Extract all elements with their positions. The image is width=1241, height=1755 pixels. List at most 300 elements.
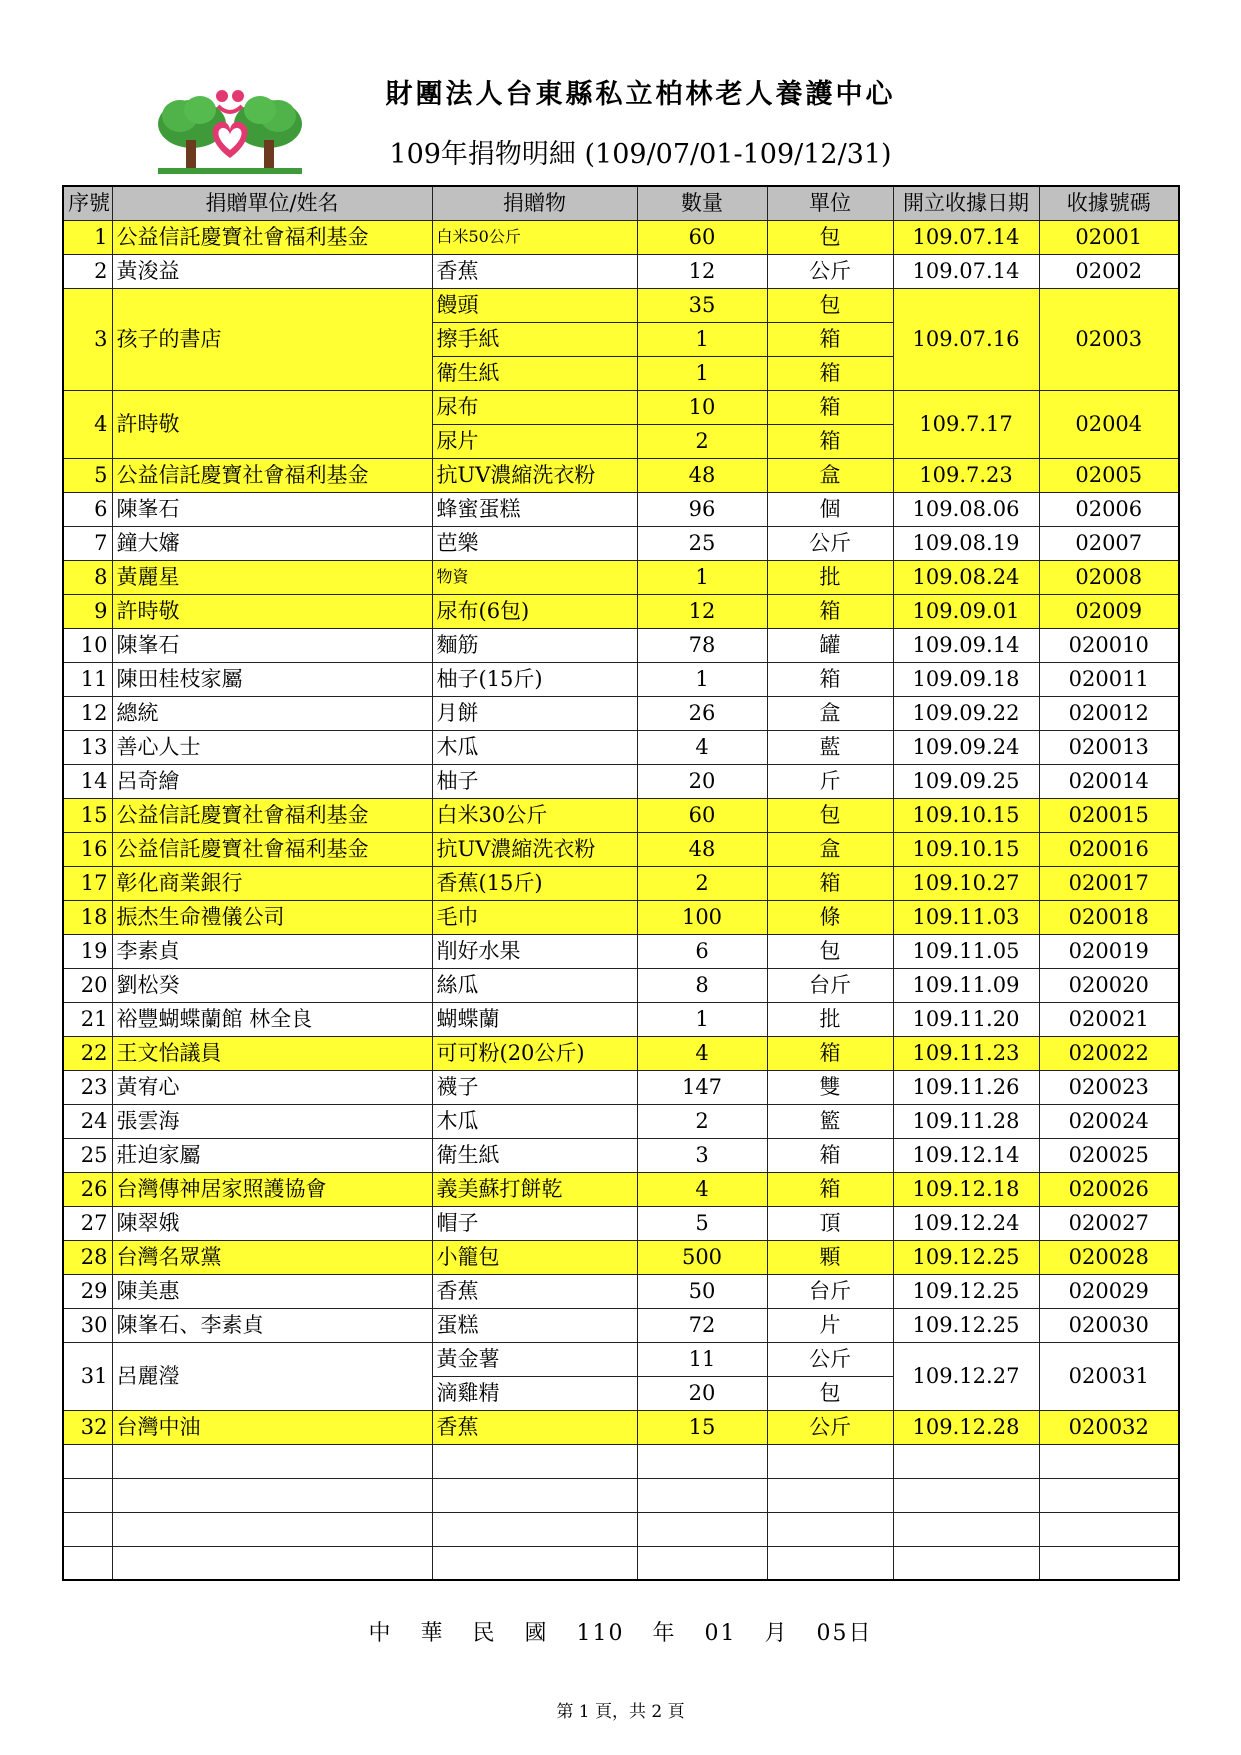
- cell-date: 109.11.23: [893, 1036, 1039, 1070]
- cell-no: 21: [63, 1002, 112, 1036]
- cell-item: 尿布(6包): [432, 594, 637, 628]
- cell-receipt: 020031: [1039, 1342, 1179, 1410]
- cell-item: 衛生紙: [432, 1138, 637, 1172]
- cell-qty: 20: [637, 764, 767, 798]
- cell-date: 109.07.14: [893, 220, 1039, 254]
- table-row: [63, 458, 1179, 492]
- cell-item: 柚子(15斤): [432, 662, 637, 696]
- cell-item: 尿布: [432, 390, 637, 424]
- cell-no: 22: [63, 1036, 112, 1070]
- column-header: 單位: [767, 186, 893, 220]
- cell-item: 香蕉: [432, 254, 637, 288]
- cell-date: 109.10.15: [893, 832, 1039, 866]
- column-header: 開立收據日期: [893, 186, 1039, 220]
- cell-item: 滴雞精: [432, 1376, 637, 1410]
- table-row: [63, 492, 1179, 526]
- cell-item: 削好水果: [432, 934, 637, 968]
- cell-qty: 48: [637, 458, 767, 492]
- cell-item: 麵筋: [432, 628, 637, 662]
- cell-receipt: 020022: [1039, 1036, 1179, 1070]
- table-row: [63, 1172, 1179, 1206]
- cell-unit: 包: [767, 798, 893, 832]
- cell-unit: 頂: [767, 1206, 893, 1240]
- cell-receipt: 02008: [1039, 560, 1179, 594]
- column-header: 數量: [637, 186, 767, 220]
- cell-donor: 鐘大嬸: [112, 526, 432, 560]
- table-row: [63, 390, 1179, 424]
- cell-date: 109.11.09: [893, 968, 1039, 1002]
- cell-date: 109.08.24: [893, 560, 1039, 594]
- cell-unit: 籃: [767, 1104, 893, 1138]
- cell-donor: 陳田桂枝家屬: [112, 662, 432, 696]
- cell-qty: 96: [637, 492, 767, 526]
- cell-unit: 箱: [767, 594, 893, 628]
- cell-donor: 陳翠娥: [112, 1206, 432, 1240]
- cell-qty: 8: [637, 968, 767, 1002]
- cell-unit: 批: [767, 1002, 893, 1036]
- cell-unit: 箱: [767, 1036, 893, 1070]
- cell-no: 18: [63, 900, 112, 934]
- table-row: [63, 1206, 1179, 1240]
- column-header: 收據號碼: [1039, 186, 1179, 220]
- cell-unit: 盒: [767, 458, 893, 492]
- cell-receipt: 020032: [1039, 1410, 1179, 1444]
- cell-no: 2: [63, 254, 112, 288]
- cell-donor: 台灣中油: [112, 1410, 432, 1444]
- cell-item: 白米30公斤: [432, 798, 637, 832]
- cell-item: 小籠包: [432, 1240, 637, 1274]
- cell-donor: 黃宥心: [112, 1070, 432, 1104]
- cell-receipt: 02004: [1039, 390, 1179, 458]
- cell-qty: 4: [637, 1172, 767, 1206]
- cell-item: 蜂蜜蛋糕: [432, 492, 637, 526]
- footer-date-part: 華: [420, 1621, 445, 1646]
- cell-receipt: 02003: [1039, 288, 1179, 390]
- cell-donor: 呂奇繪: [112, 764, 432, 798]
- cell-receipt: 02002: [1039, 254, 1179, 288]
- footer-date-part: 年: [652, 1621, 677, 1646]
- cell-donor: 陳美惠: [112, 1274, 432, 1308]
- cell-donor: 張雲海: [112, 1104, 432, 1138]
- table-row: [63, 1274, 1179, 1308]
- cell-receipt: 020023: [1039, 1070, 1179, 1104]
- cell-donor: 公益信託慶寶社會福利基金: [112, 832, 432, 866]
- cell-unit: 箱: [767, 322, 893, 356]
- cell-qty: 1: [637, 356, 767, 390]
- cell-date: 109.09.25: [893, 764, 1039, 798]
- empty-cell: [432, 1512, 637, 1546]
- table-row: [63, 662, 1179, 696]
- footer-date-part: 05日: [816, 1621, 873, 1646]
- cell-date: 109.12.28: [893, 1410, 1039, 1444]
- cell-item: 抗UV濃縮洗衣粉: [432, 458, 637, 492]
- cell-receipt: 020015: [1039, 798, 1179, 832]
- cell-item: 月餅: [432, 696, 637, 730]
- cell-donor: 黃麗星: [112, 560, 432, 594]
- cell-no: 13: [63, 730, 112, 764]
- cell-qty: 3: [637, 1138, 767, 1172]
- cell-donor: 黃浚益: [112, 254, 432, 288]
- cell-item: 芭樂: [432, 526, 637, 560]
- cell-unit: 包: [767, 1376, 893, 1410]
- cell-qty: 26: [637, 696, 767, 730]
- cell-no: 8: [63, 560, 112, 594]
- cell-receipt: 02009: [1039, 594, 1179, 628]
- cell-no: 11: [63, 662, 112, 696]
- empty-cell: [432, 1444, 637, 1478]
- cell-date: 109.09.14: [893, 628, 1039, 662]
- cell-unit: 包: [767, 220, 893, 254]
- empty-cell: [893, 1444, 1039, 1478]
- cell-date: 109.09.01: [893, 594, 1039, 628]
- cell-no: 30: [63, 1308, 112, 1342]
- cell-no: 12: [63, 696, 112, 730]
- cell-qty: 60: [637, 798, 767, 832]
- cell-date: 109.12.25: [893, 1240, 1039, 1274]
- empty-row: [63, 1478, 1179, 1512]
- cell-no: 5: [63, 458, 112, 492]
- cell-receipt: 020012: [1039, 696, 1179, 730]
- table-row: [63, 628, 1179, 662]
- cell-date: 109.11.26: [893, 1070, 1039, 1104]
- cell-donor: 陳峯石: [112, 492, 432, 526]
- cell-unit: 箱: [767, 662, 893, 696]
- cell-no: 1: [63, 220, 112, 254]
- cell-no: 25: [63, 1138, 112, 1172]
- cell-receipt: 020019: [1039, 934, 1179, 968]
- cell-qty: 78: [637, 628, 767, 662]
- cell-receipt: 02007: [1039, 526, 1179, 560]
- cell-donor: 台灣名眾黨: [112, 1240, 432, 1274]
- empty-cell: [767, 1512, 893, 1546]
- cell-date: 109.7.23: [893, 458, 1039, 492]
- empty-row: [63, 1444, 1179, 1478]
- column-header: 序號: [63, 186, 112, 220]
- cell-no: 17: [63, 866, 112, 900]
- cell-item: 柚子: [432, 764, 637, 798]
- cell-unit: 藍: [767, 730, 893, 764]
- cell-item: 義美蘇打餅乾: [432, 1172, 637, 1206]
- cell-unit: 箱: [767, 424, 893, 458]
- cell-receipt: 020029: [1039, 1274, 1179, 1308]
- table-row: [63, 832, 1179, 866]
- cell-date: 109.10.15: [893, 798, 1039, 832]
- footer-date-part: 中: [368, 1621, 393, 1646]
- cell-qty: 147: [637, 1070, 767, 1104]
- cell-unit: 片: [767, 1308, 893, 1342]
- cell-donor: 公益信託慶寶社會福利基金: [112, 220, 432, 254]
- empty-cell: [893, 1512, 1039, 1546]
- cell-qty: 20: [637, 1376, 767, 1410]
- cell-no: 24: [63, 1104, 112, 1138]
- cell-unit: 箱: [767, 390, 893, 424]
- cell-donor: 王文怡議員: [112, 1036, 432, 1070]
- cell-unit: 公斤: [767, 1342, 893, 1376]
- table-row: [63, 866, 1179, 900]
- cell-item: 香蕉: [432, 1274, 637, 1308]
- column-header: 捐贈物: [432, 186, 637, 220]
- cell-qty: 500: [637, 1240, 767, 1274]
- empty-cell: [767, 1546, 893, 1580]
- empty-cell: [1039, 1546, 1179, 1580]
- cell-donor: 善心人士: [112, 730, 432, 764]
- table-row: [63, 1410, 1179, 1444]
- cell-no: 10: [63, 628, 112, 662]
- cell-donor: 公益信託慶寶社會福利基金: [112, 458, 432, 492]
- cell-date: 109.08.19: [893, 526, 1039, 560]
- cell-unit: 斤: [767, 764, 893, 798]
- cell-receipt: 020018: [1039, 900, 1179, 934]
- table-row: [63, 1308, 1179, 1342]
- cell-qty: 60: [637, 220, 767, 254]
- cell-item: 香蕉: [432, 1410, 637, 1444]
- cell-donor: 劉松癸: [112, 968, 432, 1002]
- cell-no: 9: [63, 594, 112, 628]
- cell-qty: 25: [637, 526, 767, 560]
- cell-qty: 15: [637, 1410, 767, 1444]
- empty-cell: [63, 1478, 112, 1512]
- cell-donor: 振杰生命禮儀公司: [112, 900, 432, 934]
- table-row: [63, 968, 1179, 1002]
- cell-date: 109.07.14: [893, 254, 1039, 288]
- table-row: [63, 526, 1179, 560]
- footer-date-part: 月: [764, 1621, 789, 1646]
- cell-qty: 50: [637, 1274, 767, 1308]
- cell-receipt: 020014: [1039, 764, 1179, 798]
- empty-cell: [893, 1546, 1039, 1580]
- cell-item: 襪子: [432, 1070, 637, 1104]
- cell-no: 32: [63, 1410, 112, 1444]
- cell-qty: 6: [637, 934, 767, 968]
- cell-date: 109.09.18: [893, 662, 1039, 696]
- cell-item: 蛋糕: [432, 1308, 637, 1342]
- table-row: [63, 220, 1179, 254]
- cell-donor: 李素貞: [112, 934, 432, 968]
- footer-date-part: 國: [524, 1621, 549, 1646]
- cell-unit: 公斤: [767, 254, 893, 288]
- cell-date: 109.10.27: [893, 866, 1039, 900]
- cell-no: 14: [63, 764, 112, 798]
- cell-unit: 罐: [767, 628, 893, 662]
- cell-donor: 台灣傳神居家照護協會: [112, 1172, 432, 1206]
- cell-date: 109.11.20: [893, 1002, 1039, 1036]
- cell-receipt: 020028: [1039, 1240, 1179, 1274]
- cell-receipt: 020021: [1039, 1002, 1179, 1036]
- cell-receipt: 02005: [1039, 458, 1179, 492]
- cell-receipt: 020025: [1039, 1138, 1179, 1172]
- cell-unit: 條: [767, 900, 893, 934]
- empty-cell: [1039, 1478, 1179, 1512]
- doc-title: 109年捐物明細 (109/07/01-109/12/31): [389, 139, 892, 170]
- cell-date: 109.12.27: [893, 1342, 1039, 1410]
- cell-item: 可可粉(20公斤): [432, 1036, 637, 1070]
- cell-qty: 12: [637, 594, 767, 628]
- footer-date-part: 民: [472, 1621, 497, 1646]
- cell-receipt: 020026: [1039, 1172, 1179, 1206]
- cell-qty: 35: [637, 288, 767, 322]
- table-row: [63, 1070, 1179, 1104]
- cell-item: 蝴蝶蘭: [432, 1002, 637, 1036]
- table-row: [63, 594, 1179, 628]
- cell-qty: 2: [637, 866, 767, 900]
- empty-cell: [1039, 1512, 1179, 1546]
- cell-donor: 總統: [112, 696, 432, 730]
- empty-cell: [112, 1546, 432, 1580]
- cell-item: 木瓜: [432, 730, 637, 764]
- table-row: [63, 1138, 1179, 1172]
- empty-cell: [637, 1546, 767, 1580]
- table-row: [63, 900, 1179, 934]
- cell-unit: 箱: [767, 1172, 893, 1206]
- empty-cell: [893, 1478, 1039, 1512]
- cell-item: 衛生紙: [432, 356, 637, 390]
- cell-no: 16: [63, 832, 112, 866]
- empty-row: [63, 1546, 1179, 1580]
- cell-date: 109.11.05: [893, 934, 1039, 968]
- cell-item: 絲瓜: [432, 968, 637, 1002]
- cell-no: 26: [63, 1172, 112, 1206]
- donation-table: [62, 185, 1180, 1581]
- cell-donor: 陳峯石: [112, 628, 432, 662]
- cell-date: 109.11.28: [893, 1104, 1039, 1138]
- cell-no: 20: [63, 968, 112, 1002]
- cell-donor: 呂麗瀅: [112, 1342, 432, 1410]
- cell-no: 7: [63, 526, 112, 560]
- cell-unit: 顆: [767, 1240, 893, 1274]
- table-row: [63, 1104, 1179, 1138]
- empty-cell: [432, 1546, 637, 1580]
- cell-unit: 批: [767, 560, 893, 594]
- cell-no: 31: [63, 1342, 112, 1410]
- cell-receipt: 020024: [1039, 1104, 1179, 1138]
- table-row: [63, 1342, 1179, 1376]
- table-header-row: [63, 186, 1179, 220]
- empty-cell: [432, 1478, 637, 1512]
- cell-qty: 72: [637, 1308, 767, 1342]
- table-row: [63, 730, 1179, 764]
- empty-cell: [63, 1444, 112, 1478]
- cell-no: 28: [63, 1240, 112, 1274]
- empty-cell: [637, 1512, 767, 1546]
- cell-qty: 1: [637, 560, 767, 594]
- table-row: [63, 1036, 1179, 1070]
- org-title: 財團法人台東縣私立柏林老人養護中心: [385, 79, 896, 110]
- empty-cell: [63, 1512, 112, 1546]
- cell-qty: 2: [637, 1104, 767, 1138]
- cell-qty: 10: [637, 390, 767, 424]
- table-row: [63, 560, 1179, 594]
- cell-item: 帽子: [432, 1206, 637, 1240]
- cell-qty: 1: [637, 1002, 767, 1036]
- cell-item: 香蕉(15斤): [432, 866, 637, 900]
- cell-donor: 裕豐蝴蝶蘭館 林全良: [112, 1002, 432, 1036]
- cell-donor: 許時敬: [112, 594, 432, 628]
- empty-cell: [767, 1444, 893, 1478]
- cell-unit: 公斤: [767, 526, 893, 560]
- footer-date: [0, 1616, 1241, 1647]
- cell-unit: 台斤: [767, 968, 893, 1002]
- table-body: [63, 220, 1179, 1580]
- empty-row: [63, 1512, 1179, 1546]
- cell-receipt: 020011: [1039, 662, 1179, 696]
- cell-donor: 莊迫家屬: [112, 1138, 432, 1172]
- cell-donor: 陳峯石、李素貞: [112, 1308, 432, 1342]
- cell-item: 尿片: [432, 424, 637, 458]
- cell-unit: 包: [767, 934, 893, 968]
- cell-receipt: 02006: [1039, 492, 1179, 526]
- cell-date: 109.12.24: [893, 1206, 1039, 1240]
- cell-donor: 許時敬: [112, 390, 432, 458]
- cell-date: 109.07.16: [893, 288, 1039, 390]
- table-row: [63, 1240, 1179, 1274]
- table-row: [63, 1002, 1179, 1036]
- cell-donor: 彰化商業銀行: [112, 866, 432, 900]
- cell-date: 109.7.17: [893, 390, 1039, 458]
- cell-item: 毛巾: [432, 900, 637, 934]
- cell-qty: 4: [637, 1036, 767, 1070]
- cell-receipt: 020030: [1039, 1308, 1179, 1342]
- cell-qty: 12: [637, 254, 767, 288]
- cell-item: 饅頭: [432, 288, 637, 322]
- cell-no: 3: [63, 288, 112, 390]
- empty-cell: [112, 1478, 432, 1512]
- table-row: [63, 934, 1179, 968]
- cell-no: 27: [63, 1206, 112, 1240]
- cell-qty: 1: [637, 662, 767, 696]
- cell-no: 19: [63, 934, 112, 968]
- cell-date: 109.08.06: [893, 492, 1039, 526]
- cell-item: 木瓜: [432, 1104, 637, 1138]
- cell-date: 109.09.22: [893, 696, 1039, 730]
- cell-date: 109.11.03: [893, 900, 1039, 934]
- column-header: 捐贈單位/姓名: [112, 186, 432, 220]
- cell-item: 黃金薯: [432, 1342, 637, 1376]
- cell-unit: 箱: [767, 356, 893, 390]
- cell-receipt: 020013: [1039, 730, 1179, 764]
- cell-qty: 4: [637, 730, 767, 764]
- cell-no: 23: [63, 1070, 112, 1104]
- cell-item: 抗UV濃縮洗衣粉: [432, 832, 637, 866]
- cell-unit: 盒: [767, 832, 893, 866]
- cell-receipt: 020010: [1039, 628, 1179, 662]
- cell-unit: 台斤: [767, 1274, 893, 1308]
- cell-receipt: 020027: [1039, 1206, 1179, 1240]
- cell-unit: 箱: [767, 866, 893, 900]
- empty-cell: [637, 1444, 767, 1478]
- cell-date: 109.12.25: [893, 1274, 1039, 1308]
- cell-item: 白米50公斤: [432, 220, 637, 254]
- cell-receipt: 020017: [1039, 866, 1179, 900]
- cell-item: 擦手紙: [432, 322, 637, 356]
- empty-cell: [63, 1546, 112, 1580]
- table-row: [63, 288, 1179, 322]
- empty-cell: [112, 1444, 432, 1478]
- cell-date: 109.12.14: [893, 1138, 1039, 1172]
- cell-no: 15: [63, 798, 112, 832]
- cell-qty: 48: [637, 832, 767, 866]
- cell-receipt: 020020: [1039, 968, 1179, 1002]
- cell-date: 109.12.18: [893, 1172, 1039, 1206]
- empty-cell: [767, 1478, 893, 1512]
- cell-no: 29: [63, 1274, 112, 1308]
- cell-receipt: 02001: [1039, 220, 1179, 254]
- cell-donor: 孩子的書店: [112, 288, 432, 390]
- cell-unit: 箱: [767, 1138, 893, 1172]
- cell-no: 4: [63, 390, 112, 458]
- cell-qty: 1: [637, 322, 767, 356]
- table-row: [63, 696, 1179, 730]
- footer-date-part: 110: [576, 1621, 625, 1646]
